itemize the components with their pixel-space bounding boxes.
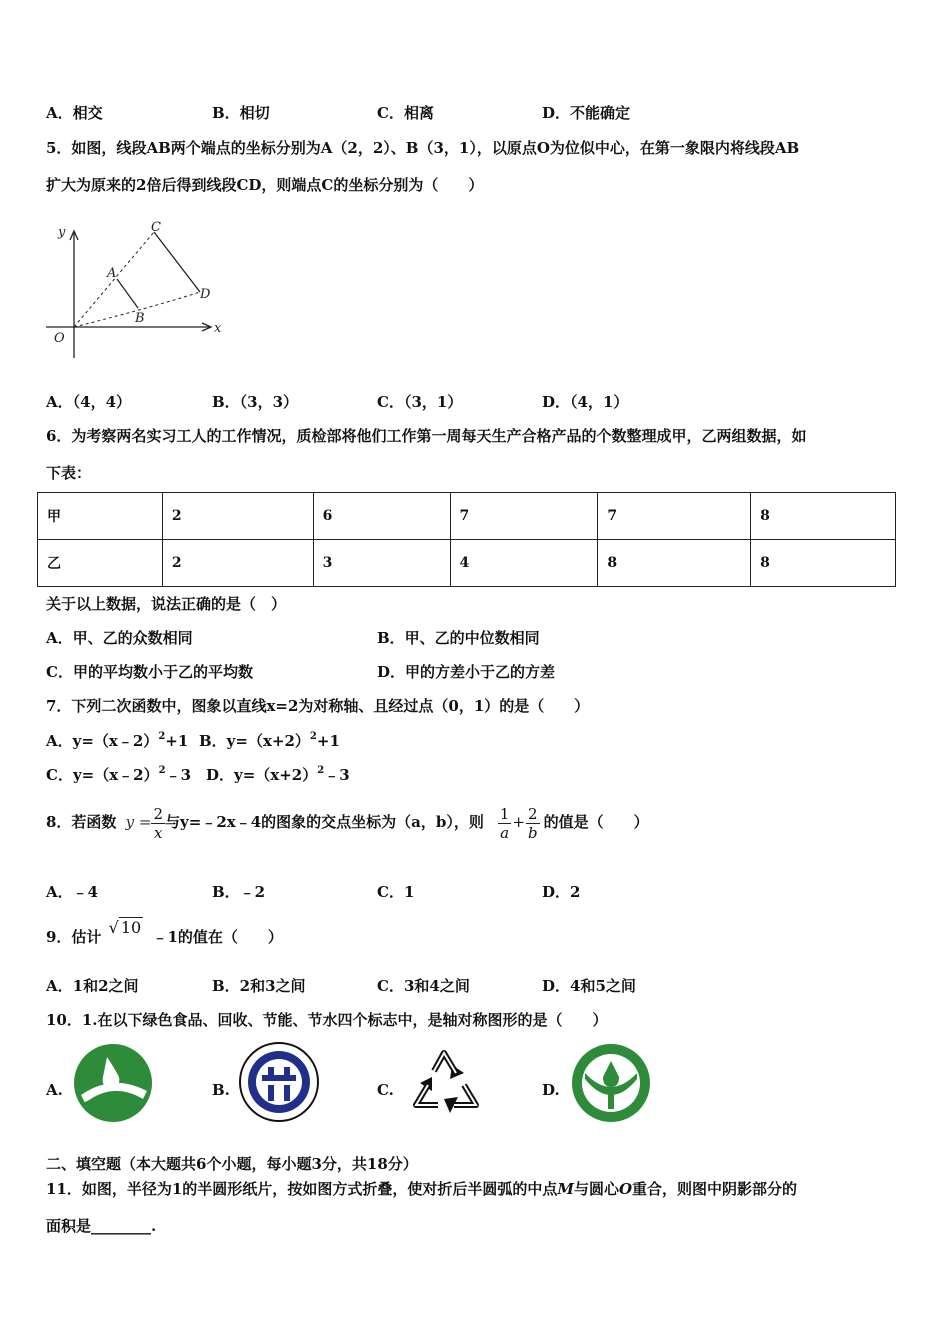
q7-stem: 7．下列二次函数中，图象以直线x=2为对称轴、且经过点（0，1）的是（ ）	[46, 697, 590, 715]
q9-option-b: B．2和3之间	[212, 977, 306, 995]
q10-label-d: D.	[542, 1081, 560, 1099]
section-2-heading: 二、填空题（本大题共6个小题，每小题3分，共18分）	[46, 1155, 418, 1173]
q8-func-fraction: $\frac{2}{x}$	[153, 804, 164, 842]
q9-option-d: D．4和5之间	[542, 977, 636, 995]
segment-ab	[117, 279, 138, 308]
q7-option-b: B．$y=(x+2)^2+1$	[199, 731, 340, 750]
q4-option-b: B．相切	[212, 104, 270, 122]
recycle-logo-icon	[404, 1043, 486, 1123]
q4-option-d: D．不能确定	[542, 104, 631, 122]
q11-stem-line1: 11．如图，半径为1的半圆形纸片，按如图方式折叠，使对折后半圆弧的中点M与圆心O重合，则图中阴影部分的	[46, 1180, 798, 1198]
table-cell: 2	[162, 540, 313, 587]
label-d: D	[200, 287, 211, 302]
q5-option-c: C．（3，1）	[377, 393, 463, 411]
green-food-logo-icon	[73, 1043, 153, 1123]
label-x: x	[214, 321, 222, 336]
q10-stem: 10．1.在以下绿色食品、回收、节能、节水四个标志中，是轴对称图形的是（ ）	[46, 1011, 608, 1029]
table-cell: 7	[598, 493, 751, 540]
q8-option-c: C．1	[377, 883, 415, 901]
table-cell: 3	[313, 540, 450, 587]
q7-option-c: C．y=（x﹣2）$^2$﹣3	[46, 765, 192, 784]
q10-label-c: C.	[377, 1081, 394, 1099]
q7-option-a: A．y=（x﹣2）$^2$+1	[46, 731, 189, 750]
q6-prompt: 关于以上数据，说法正确的是（ ）	[46, 595, 287, 613]
label-b: B	[135, 311, 145, 326]
table-cell: 甲	[38, 493, 163, 540]
table-cell: 8	[751, 540, 896, 587]
q8-fraction-1: $\frac{1}{a}$	[499, 804, 510, 842]
q8-fraction-2: $\frac{2}{b}$	[527, 804, 538, 842]
q5-option-d: D．（4，1）	[542, 393, 629, 411]
q5-stem-line1: 5．如图，线段AB两个端点的坐标分别为A（2，2）、B（3，1），以原点O为位似中心，在第一象限内将线段AB	[46, 139, 800, 157]
q7-option-d: D．$y=(x+2)^2﹣3$	[206, 765, 350, 784]
table-cell: 8	[751, 493, 896, 540]
q6-option-a: A．甲、乙的众数相同	[46, 629, 193, 647]
q10-label-a: A.	[46, 1081, 63, 1099]
table-cell: 4	[450, 540, 598, 587]
table-row	[38, 540, 896, 587]
table-cell: 8	[598, 540, 751, 587]
q6-stem-line1: 6．为考察两名实习工人的工作情况，质检部将他们工作第一周每天生产合格产品的个数整理成甲，乙两组数据，如	[46, 427, 807, 445]
q8-func-lhs: y =	[125, 813, 152, 831]
q9-stem: 9．估计 √ 10 ﹣1的值在（ ）	[46, 918, 283, 946]
q8-stem: 8．若函数 y = $\frac{2}{x}$ 与y=﹣2x﹣4的图象的交点坐标为（a，b），则 $\frac{1}{a}$ + $\frac{2}{b}$ 的值是（ ）	[46, 804, 649, 842]
q10-label-b: B.	[212, 1081, 230, 1099]
table-cell: 乙	[38, 540, 163, 587]
q11-stem-line2: 面积是________.	[46, 1217, 157, 1235]
q5-option-b: B．（3，3）	[212, 393, 299, 411]
label-o: O	[54, 331, 65, 346]
q9-option-a: A．1和2之间	[46, 977, 139, 995]
label-c: C	[151, 220, 161, 235]
q6-option-d: D．甲的方差小于乙的方差	[377, 663, 556, 681]
q6-stem-line2: 下表：	[46, 464, 92, 482]
q6-option-c: C．甲的平均数小于乙的平均数	[46, 663, 253, 681]
q8-option-b: B．﹣2	[212, 883, 266, 901]
q6-data-table	[37, 492, 896, 587]
q8-option-a: A．﹣4	[46, 883, 99, 901]
table-cell: 7	[450, 493, 598, 540]
label-a: A	[107, 266, 117, 281]
energy-saving-logo-icon	[238, 1041, 320, 1123]
q5-stem-line2: 扩大为原来的2倍后得到线段CD，则端点C的坐标分别为（ ）	[46, 176, 484, 194]
segment-cd	[154, 232, 200, 292]
table-cell: 2	[162, 493, 313, 540]
table-cell: 6	[313, 493, 450, 540]
q8-option-d: D．2	[542, 883, 581, 901]
q5-coordinate-figure	[40, 218, 230, 366]
q9-option-c: C．3和4之间	[377, 977, 470, 995]
label-y: y	[58, 225, 66, 240]
q4-option-a: A．相交	[46, 104, 103, 122]
water-saving-logo-icon	[571, 1043, 651, 1123]
sqrt-icon: √ 10	[108, 918, 142, 937]
q4-option-c: C．相离	[377, 104, 434, 122]
q6-option-b: B．甲、乙的中位数相同	[377, 629, 540, 647]
q5-option-a: A．（4，4）	[46, 393, 132, 411]
table-row	[38, 493, 896, 540]
